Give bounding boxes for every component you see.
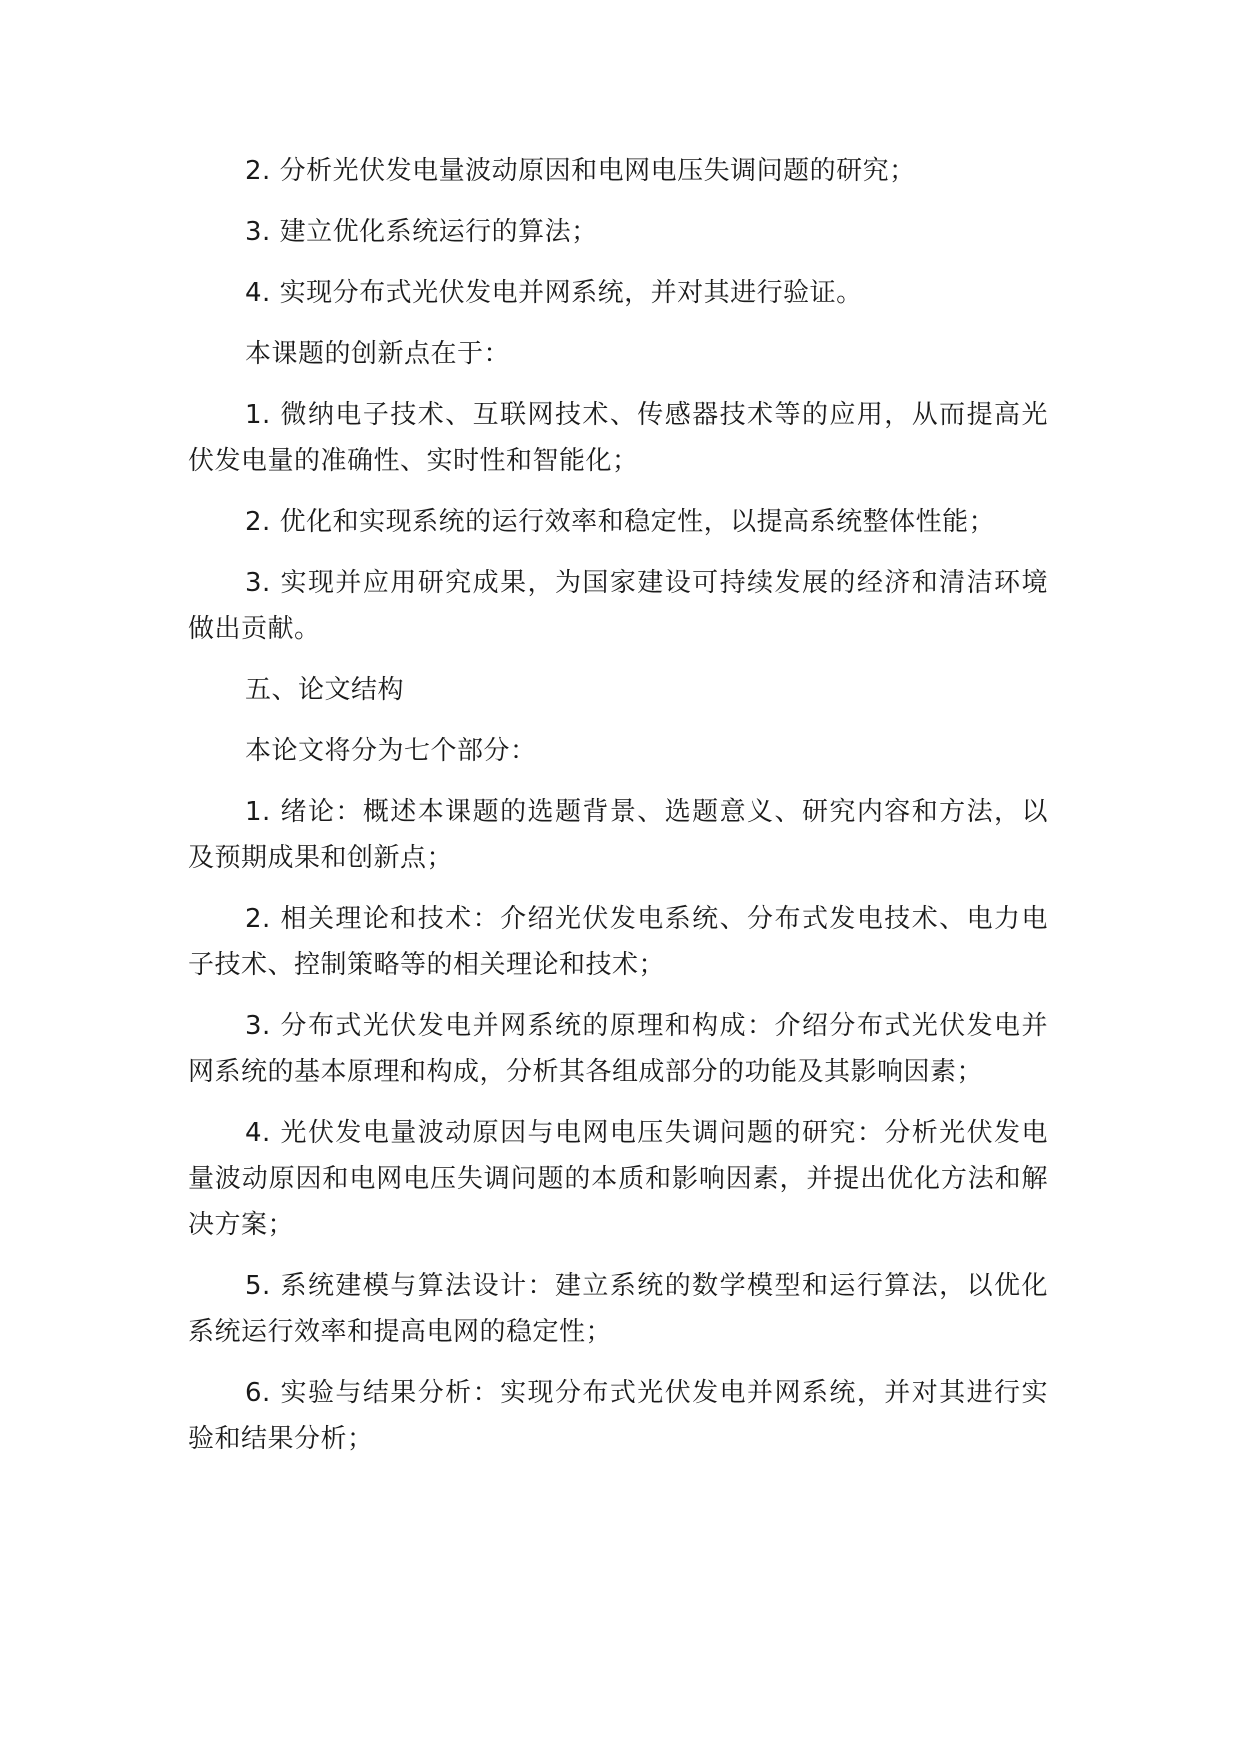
paragraph-innovation-item-1: 1. 微纳电子技术、互联网技术、传感器技术等的应用，从而提高光伏发电量的准确性、实时性和智能化； [188, 400, 1048, 476]
paragraph-structure-item-6: 6. 实验与结果分析：实现分布式光伏发电并网系统，并对其进行实验和结果分析； [188, 1378, 1048, 1454]
paragraph-structure-item-2: 2. 相关理论和技术：介绍光伏发电系统、分布式发电技术、电力电子技术、控制策略等的相关理论和技术； [188, 904, 1048, 980]
paragraph-research-item-4: 4. 实现分布式光伏发电并网系统，并对其进行验证。 [245, 278, 863, 308]
paragraph-research-item-2: 2. 分析光伏发电量波动原因和电网电压失调问题的研究； [245, 156, 916, 186]
paragraph-structure-item-3: 3. 分布式光伏发电并网系统的原理和构成：介绍分布式光伏发电并网系统的基本原理和构成，分析其各组成部分的功能及其影响因素； [188, 1011, 1048, 1087]
document-body [188, 148, 1048, 1477]
paragraph-structure-item-5: 5. 系统建模与算法设计：建立系统的数学模型和运行算法，以优化系统运行效率和提高电网的稳定性； [188, 1271, 1048, 1347]
paragraph-structure-intro: 本论文将分为七个部分： [245, 736, 537, 766]
paragraph-structure-item-4: 4. 光伏发电量波动原因与电网电压失调问题的研究：分析光伏发电量波动原因和电网电压失调问题的本质和影响因素，并提出优化方法和解决方案； [188, 1118, 1048, 1240]
paragraph-innovation-item-3: 3. 实现并应用研究成果，为国家建设可持续发展的经济和清洁环境做出贡献。 [188, 568, 1048, 644]
section-heading-thesis-structure: 五、论文结构 [245, 675, 405, 705]
paragraph-innovation-item-2: 2. 优化和实现系统的运行效率和稳定性，以提高系统整体性能； [245, 507, 996, 537]
paragraph-research-item-3: 3. 建立优化系统运行的算法； [245, 217, 598, 247]
paragraph-structure-item-1: 1. 绪论：概述本课题的选题背景、选题意义、研究内容和方法，以及预期成果和创新点； [188, 797, 1048, 873]
paragraph-innovation-intro: 本课题的创新点在于： [245, 339, 511, 369]
